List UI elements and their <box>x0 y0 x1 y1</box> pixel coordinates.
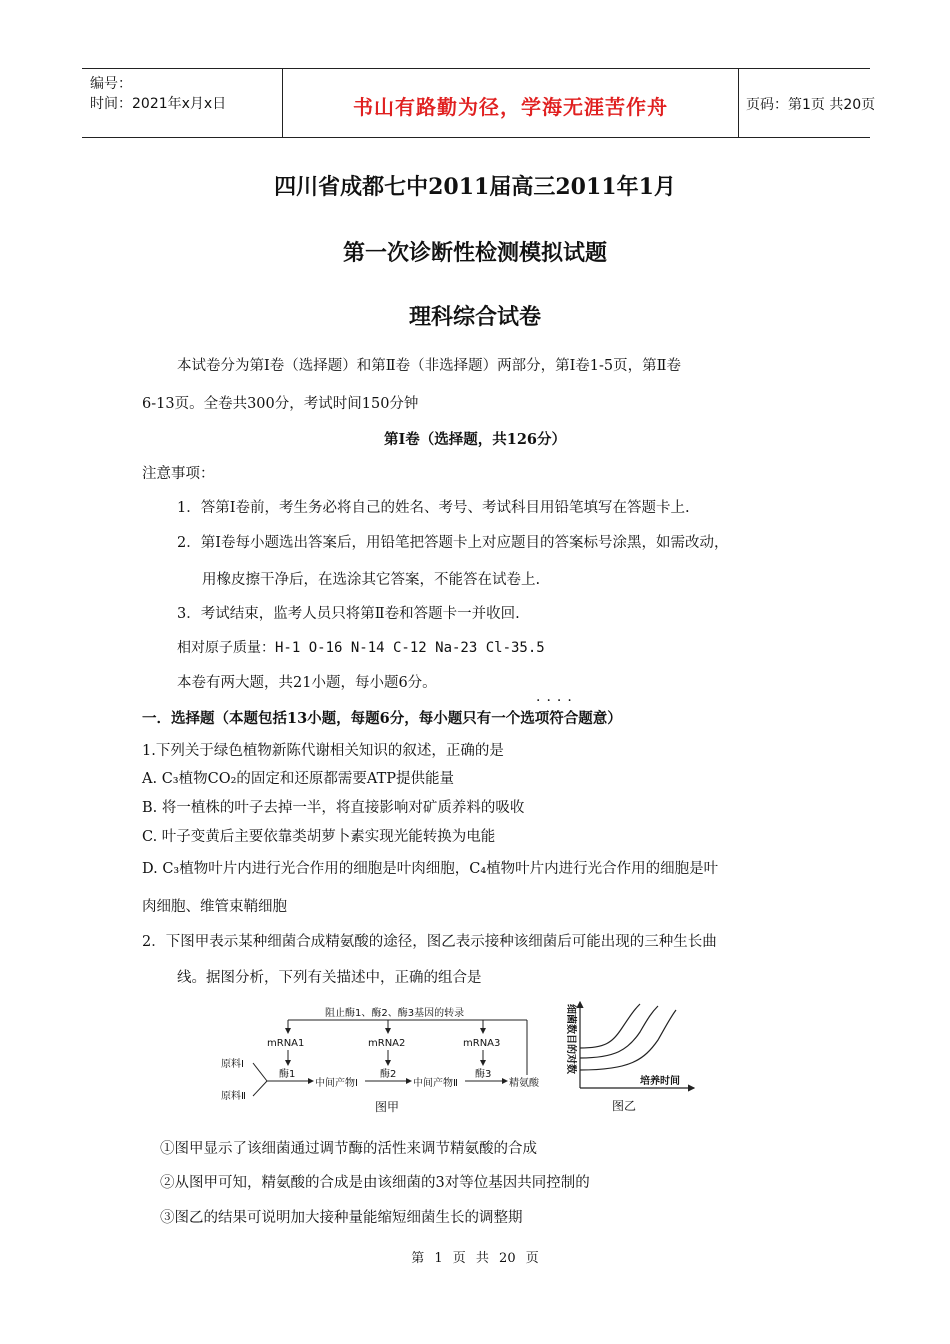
figure-jia <box>215 1003 555 1115</box>
fig-a-caption: 图甲 <box>375 1100 400 1114</box>
title-line-3: 理科综合试卷 <box>408 304 541 330</box>
fig-a-raw2: 原料Ⅱ <box>221 1091 246 1102</box>
page-footer: 第 1 页 共 20 页 <box>411 1251 539 1266</box>
header-meta <box>82 69 282 137</box>
fig-a-enzyme1: 酶1 <box>279 1069 296 1080</box>
part1-heading: 一．选择题（本题包括13小题，每题6分，每小题只有一个选项符合题意） <box>142 710 622 727</box>
figure-yi <box>560 998 710 1116</box>
growth-curve-1 <box>580 1004 640 1048</box>
notice-item-3: 3．考试结束，监考人员只将第Ⅱ卷和答题卡一并收回. <box>177 606 520 622</box>
q1-option-d-cont: 肉细胞、维管束鞘细胞 <box>142 899 287 915</box>
header-motto <box>282 69 739 137</box>
q1-option-a: A. C₃植物CO₂的固定和还原都需要ATP提供能量 <box>142 771 454 787</box>
notice-summary: 本卷有两大题，共21小题，每小题6分。 <box>177 675 437 691</box>
fig-a-top-label: 阻止酶1、酶2、酶3基因的转录 <box>325 1008 465 1019</box>
fig-a-enzyme2: 酶2 <box>380 1069 397 1080</box>
page-header <box>82 68 876 138</box>
section-heading: 第Ⅰ卷（选择题，共126分） <box>383 431 567 448</box>
motto-text: 书山有路勤为径，学海无涯苦作舟 <box>353 95 668 119</box>
atomic-mass: 相对原子质量：H-1 O-16 N-14 C-12 Na-23 Cl-35.5 <box>177 640 545 656</box>
fig-a-enzyme3: 酶3 <box>475 1069 492 1080</box>
q1-stem: 1.下列关于绿色植物新陈代谢相关知识的叙述，正确的是 <box>142 743 504 759</box>
fig-a-mrna2: mRNA2 <box>368 1038 406 1049</box>
fig-a-raw1: 原料Ⅰ <box>221 1059 244 1070</box>
q2-statement-1: ①图甲显示了该细菌通过调节酶的活性来调节精氨酸的合成 <box>160 1141 537 1157</box>
q2-stem-2: 线。据图分析，下列有关描述中，正确的组合是 <box>177 970 482 986</box>
fig-a-product: 精氨酸 <box>509 1078 539 1089</box>
fig-b-xlabel: 培养时间 <box>640 1076 680 1087</box>
title-line-1: 四川省成都七中2011届高三2011年1月 <box>274 174 676 200</box>
q2-statement-2: ②从图甲可知，精氨酸的合成是由该细菌的3对等位基因共同控制的 <box>160 1175 590 1191</box>
date-label: 时间：2021年x月x日 <box>90 96 227 112</box>
title-line-2: 第一次诊断性检测模拟试题 <box>342 240 607 266</box>
fig-b-caption: 图乙 <box>612 1099 637 1113</box>
notice-item-1: 1．答第Ⅰ卷前，考生务必将自己的姓名、考号、考试科目用铅笔填写在答题卡上. <box>177 500 690 516</box>
notice-item-2a: 2．第Ⅰ卷每小题选出答案后，用铅笔把答题卡上对应题目的答案标号涂黑，如需改动， <box>177 535 729 551</box>
fig-a-mid1: 中间产物Ⅰ <box>315 1078 358 1089</box>
notice-heading: 注意事项： <box>142 466 215 482</box>
intro-line-2: 6-13页。全卷共300分，考试时间150分钟 <box>142 396 419 412</box>
q1-option-b: B. 将一植株的叶子去掉一半，将直接影响对矿质养料的吸收 <box>142 800 525 816</box>
fig-a-mrna3: mRNA3 <box>463 1038 501 1049</box>
fig-b-ylabel: 细菌数目的对数 <box>565 1004 576 1074</box>
q2-statement-3: ③图乙的结果可说明加大接种量能缩短细菌生长的调整期 <box>160 1210 523 1226</box>
q1-option-d: D. C₃植物叶片内进行光合作用的细胞是叶肉细胞，C₄植物叶片内进行光合作用的细胞是叶 <box>142 861 719 877</box>
serial-label: 编号： <box>90 76 132 92</box>
fig-a-mid2: 中间产物Ⅱ <box>413 1078 458 1089</box>
header-page <box>738 69 876 137</box>
notice-item-2b: 用橡皮擦干净后，在选涂其它答案，不能答在试卷上. <box>202 572 541 588</box>
page-counter: 页码：第1页 共20页 <box>746 97 876 113</box>
q1-option-c: C. 叶子变黄后主要依靠类胡萝卜素实现光能转换为电能 <box>142 829 496 845</box>
fig-a-mrna1: mRNA1 <box>267 1038 305 1049</box>
intro-line-1: 本试卷分为第Ⅰ卷（选择题）和第Ⅱ卷（非选择题）两部分，第Ⅰ卷1-5页，第Ⅱ卷 <box>177 358 682 374</box>
emphasis-dots: ···· <box>536 693 578 709</box>
q2-stem-1: 2．下图甲表示某种细菌合成精氨酸的途径，图乙表示接种该细菌后可能出现的三种生长曲 <box>142 934 717 950</box>
